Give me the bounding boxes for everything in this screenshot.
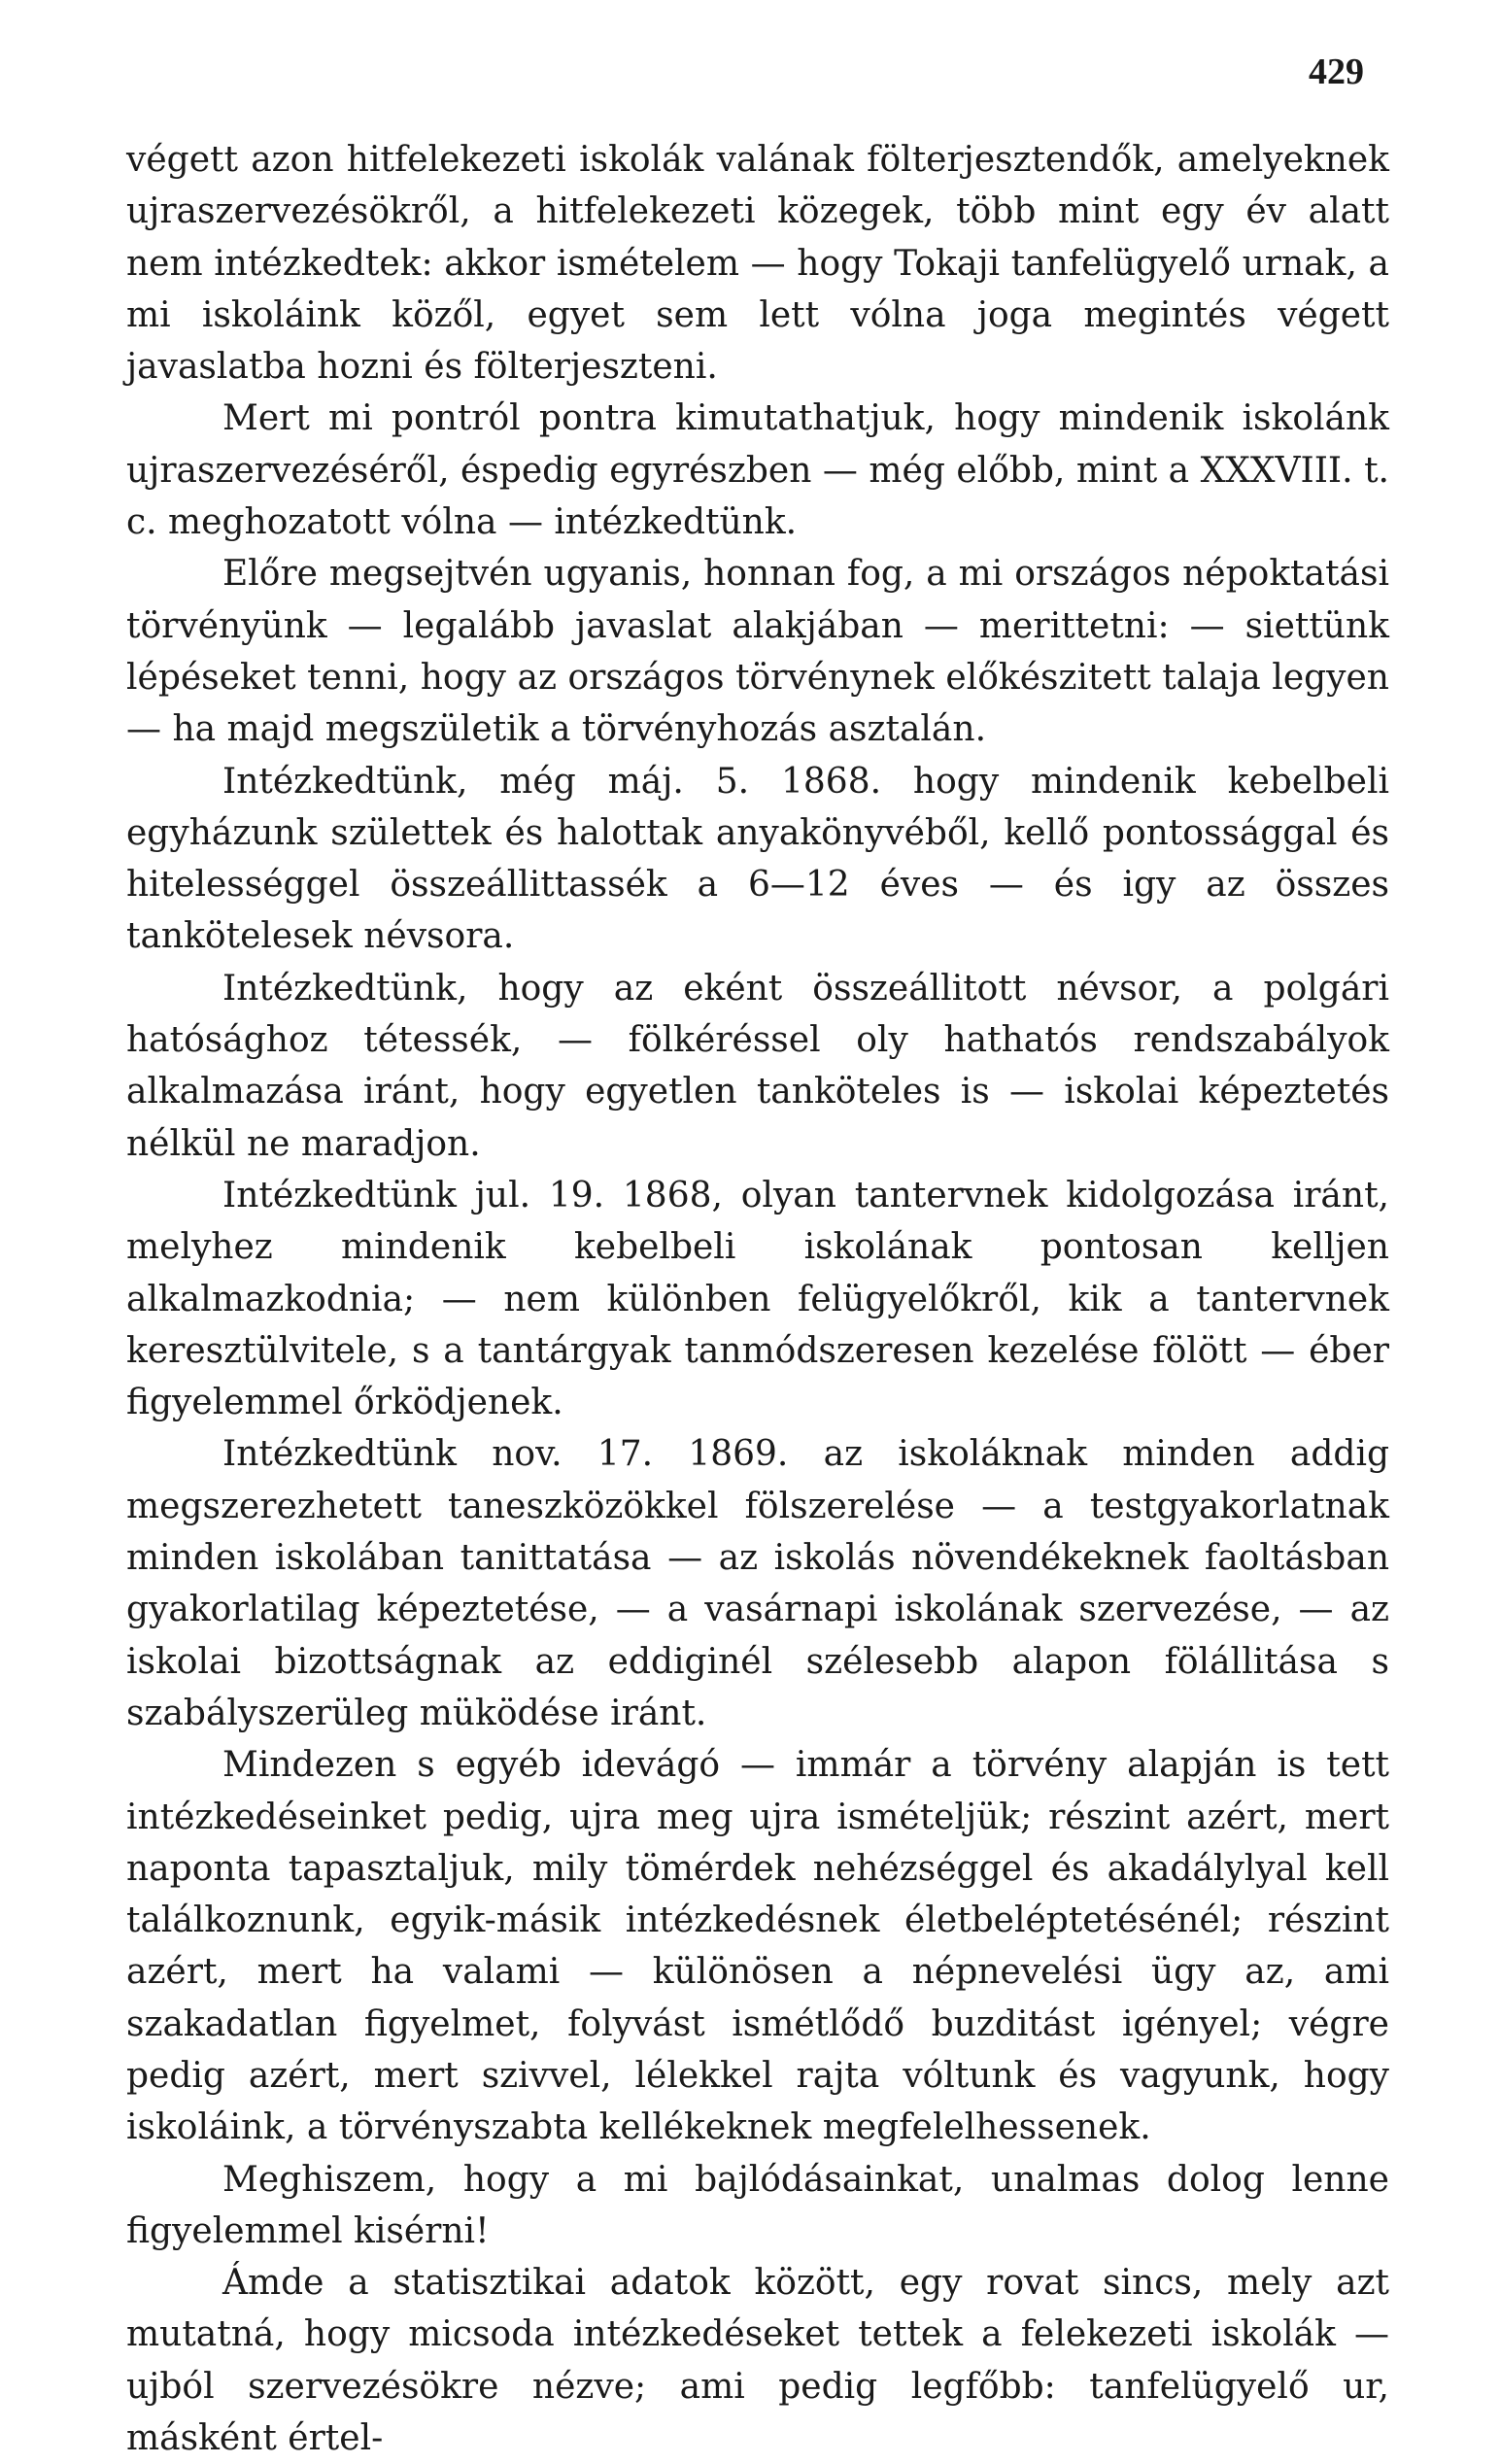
paragraph-3: Előre megsejtvén ugyanis, honnan fog, a mi országos népoktatási törvényünk — legalább javaslat alakjában — merittetni: — siettünk lépéseket tenni, hogy az országos törvénynek előkészitett talaja legyen — ha majd megszületik a törvényhozás asztalán. [126,554,1389,750]
paragraph-7: Intézkedtünk nov. 17. 1869. az iskoláknak minden addig megszerezhetett taneszközökkel fölszerelése — a testgyakorlatnak minden iskolában tanittatása — az iskolás növendékeknek faoltásban gyakorlatilag képeztetése, — a vasárnapi iskolának szervezése, — az iskolai bizottságnak az eddiginél szélesebb alapon fölállitása s szabályszerüleg müködése iránt. [126,1434,1389,1733]
page-number: 429 [1309,51,1364,92]
paragraph-2: Mert mi pontról pontra kimutathatjuk, hogy mindenik iskolánk ujraszervezéséről, éspedig egyrészben — még előbb, mint a XXXVIII. t. c. meghozatott vólna — intézkedtünk. [126,398,1389,543]
paragraph-4: Intézkedtünk, még máj. 5. 1868. hogy mindenik kebelbeli egyházunk születtek és halottak anyakönyvéből, kellő pontossággal és hitelességgel összeállittassék a 6—12 éves — és igy az összes tankötelesek névsora. [126,761,1389,957]
paragraph-5: Intézkedtünk, hogy az eként összeállitott névsor, a polgári hatósághoz tétessék, — fölkéréssel oly hathatós rendszabályok alkalmazása iránt, hogy egyetlen tanköteles is — iskolai képeztetés nélkül ne maradjon. [126,968,1389,1164]
paragraph-10: Ámde a statisztikai adatok között, egy rovat sincs, mely azt mutatná, hogy micsoda intézkedéseket tettek a felekezeti iskolák — ujból szervezésökre nézve; ami pedig legfőbb: tanfelügyelő ur, másként értel- [126,2263,1389,2459]
paragraph-1: végett azon hitfelekezeti iskolák valának fölterjesztendők, amelyeknek ujraszervezésökről, a hitfelekezeti közegek, több mint egy év alatt nem intézkedtek: akkor ismételem — hogy Tokaji tanfelügyelő urnak, a mi iskoláink közől, egyet sem lett vólna joga megintés végett javaslatba hozni és fölterjeszteni. [126,140,1389,388]
paragraph-6: Intézkedtünk jul. 19. 1868, olyan tantervnek kidolgozása iránt, melyhez mindenik kebelbeli iskolának pontosan kelljen alkalmazkodnia; — nem különben felügyelőkről, kik a tantervnek keresztülvitele, s a tantárgyak tanmódszeresen kezelése fölött — éber figyelemmel őrködjenek. [126,1175,1389,1423]
paragraph-9: Meghiszem, hogy a mi bajlódásainkat, unalmas dolog lenne figyelemmel kisérni! [126,2159,1389,2251]
page-body [126,134,1389,2464]
paragraph-8: Mindezen s egyéb idevágó — immár a törvény alapján is tett intézkedéseinket pedig, ujra meg ujra ismételjük; részint azért, mert naponta tapasztaljuk, mily tömérdek nehézséggel és akadálylyal kell találkoznunk, egyik-másik intézkedésnek életbeléptetésénél; részint azért, mert ha valami — különösen a népnevelési ügy az, ami szakadatlan figyelmet, folyvást ismétlődő buzditást igényel; végre pedig azért, mert szivvel, lélekkel rajta vóltunk és vagyunk, hogy iskoláink, a törvényszabta kellékeknek megfelelhessenek. [126,1745,1389,2148]
